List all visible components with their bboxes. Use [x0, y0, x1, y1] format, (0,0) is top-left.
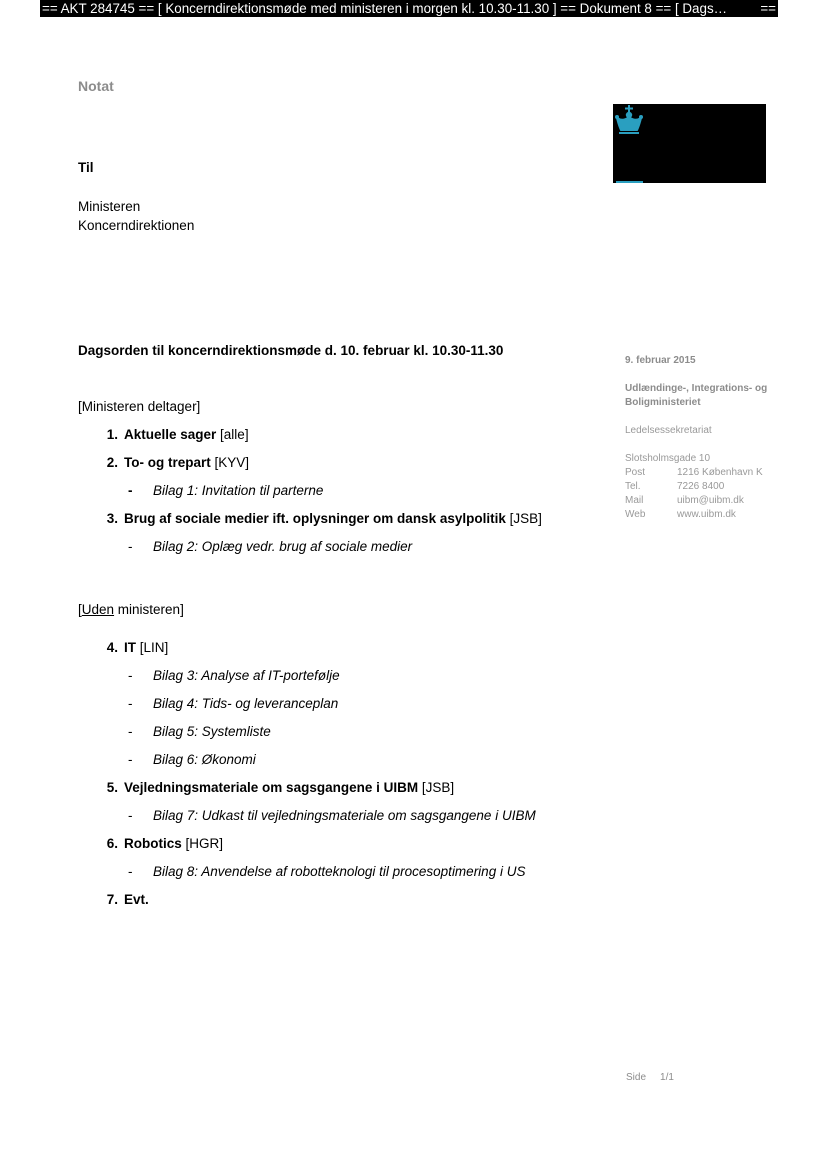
item-owner: [KYV] [210, 455, 250, 470]
item-title: Evt. [124, 892, 149, 907]
page-label: Side [626, 1072, 647, 1083]
item-number: 7. [106, 892, 118, 907]
crown-icon [613, 104, 653, 138]
attachment-text: Bilag 2: Oplæg vedr. brug af sociale medier [153, 539, 413, 554]
contact-row: Web www.uibm.dk [625, 509, 736, 520]
bullet-dash: - [128, 864, 133, 879]
attachment-text: Bilag 6: Økonomi [153, 752, 256, 767]
item-title: Aktuelle sager [124, 427, 217, 442]
item-owner: [HGR] [181, 836, 224, 851]
item-number: 2. [106, 455, 118, 470]
item-owner: [JSB] [418, 780, 455, 795]
recipients [78, 197, 194, 235]
bullet-dash: - [128, 483, 133, 498]
item-number: 6. [106, 836, 118, 851]
bullet-dash: - [128, 808, 133, 823]
ministry-name-line1: Udlændinge-, Integrations- og [625, 383, 768, 394]
bullet-dash: - [128, 668, 133, 683]
contact-row: Post 1216 København K [625, 467, 763, 478]
department: Ledelsessekretariat [625, 425, 712, 436]
item-owner: [LIN] [136, 640, 169, 655]
bullet-dash: - [128, 539, 133, 554]
item-number: 4. [106, 640, 118, 655]
attachment-text: Bilag 8: Anvendelse af robotteknologi til procesoptimering i US [153, 864, 526, 879]
item-title: IT [124, 640, 136, 655]
street-address: Slotsholmsgade 10 [625, 453, 711, 464]
banner-text: == AKT 284745 == [ Koncerndirektionsmøde med ministeren i morgen kl. 10.30-11.30 ] == Dokument 8 == [ Dags… [42, 1, 728, 16]
contact-row: Mail uibm@uibm.dk [625, 495, 744, 506]
item-number: 1. [106, 427, 118, 442]
page-footer [626, 1072, 674, 1083]
document-date: 9. februar 2015 [625, 355, 696, 366]
item-title: Brug af sociale medier ift. oplysninger om dansk asylpolitik [124, 511, 506, 526]
attachment-text: Bilag 1: Invitation til parterne [153, 483, 324, 498]
bullet-dash: - [128, 696, 133, 711]
attachment-text: Bilag 7: Udkast til vejledningsmateriale om sagsgangene i UIBM [153, 808, 536, 823]
underlined-word: Uden [81, 602, 115, 617]
document-type: Notat [78, 78, 114, 94]
logo-accent-bar [616, 181, 643, 183]
item-title: Vejledningsmateriale om sagsgangene i UIBM [124, 780, 419, 795]
section-without-minister: [Uden ministeren] [78, 602, 184, 617]
page-number: 1/1 [660, 1072, 674, 1083]
item-owner: [JSB] [505, 511, 542, 526]
item-title: To- og trepart [124, 455, 211, 470]
contact-row: Tel. 7226 8400 [625, 481, 725, 492]
bullet-dash: - [128, 724, 133, 739]
bullet-dash: - [128, 752, 133, 767]
item-owner: [alle] [216, 427, 249, 442]
section-with-minister: [Ministeren deltager] [78, 399, 201, 414]
recipient: Ministeren [78, 199, 141, 214]
agenda-title: Dagsorden til koncerndirektionsmøde d. 10. februar kl. 10.30-11.30 [78, 343, 504, 358]
recipient-label: Til [78, 160, 94, 175]
banner-tail: == [756, 0, 776, 17]
ministry-name-line2: Boligministeriet [625, 397, 701, 408]
item-title: Robotics [124, 836, 182, 851]
contact-block [625, 452, 763, 522]
attachment-text: Bilag 5: Systemliste [153, 724, 271, 739]
document-id-banner [40, 0, 778, 17]
item-number: 3. [106, 511, 118, 526]
attachment-text: Bilag 3: Analyse af IT-portefølje [153, 668, 340, 683]
item-number: 5. [106, 780, 118, 795]
recipient: Koncerndirektionen [78, 218, 195, 233]
ministry-logo [613, 104, 766, 183]
attachment-text: Bilag 4: Tids- og leveranceplan [153, 696, 339, 711]
